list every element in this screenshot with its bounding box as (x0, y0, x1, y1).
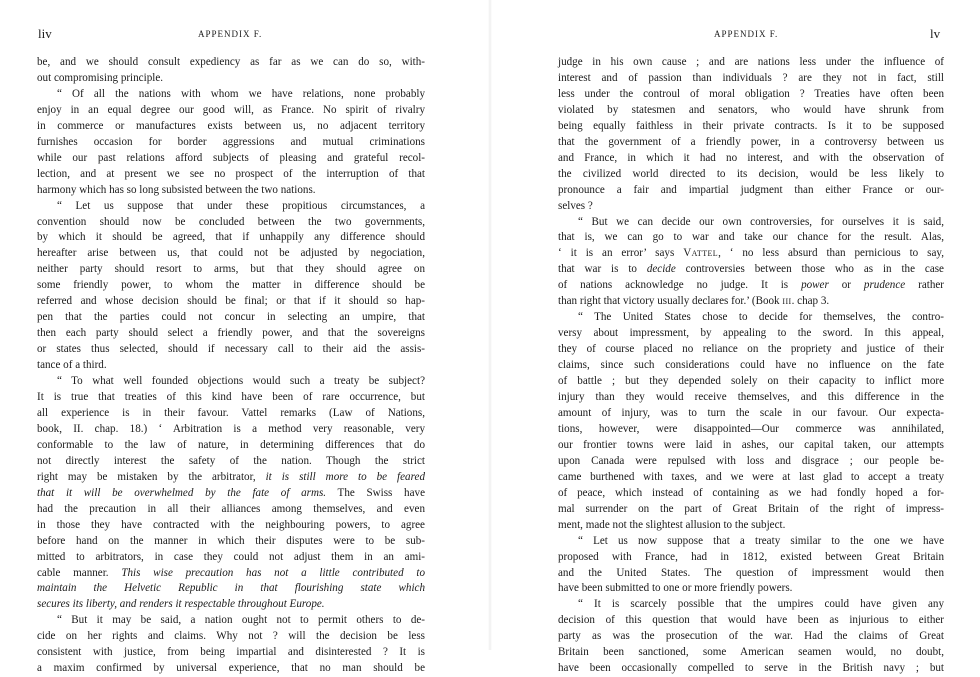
body-text (37, 55, 425, 677)
text-run: had the precaution in all their alliances among themselves, and even (37, 502, 425, 515)
text-run: right may be mistaken by the arbitrator, (37, 470, 266, 483)
text-run: consistent with justice, from being impartial and disinterested ? It is (37, 646, 425, 659)
text-line (558, 215, 944, 231)
italic-run: secures its liberty, and renders it respectable throughout Europe. (37, 598, 325, 611)
text-line (37, 486, 425, 502)
text-run: or (828, 279, 864, 292)
text-line (558, 135, 944, 151)
text-run: Britain been sanctioned, some American seamen would, no doubt, (558, 646, 944, 659)
text-line (37, 422, 425, 438)
text-line (37, 119, 425, 135)
text-run: “ To what well founded objections would such a treaty be subject? (57, 375, 425, 388)
text-line (558, 294, 944, 310)
text-run: controversies between those who as in the case (675, 263, 944, 276)
text-run: pen that the parties could not concur in selecting an umpire, that (37, 311, 425, 324)
text-run: ‘ it is an error’ says (558, 247, 684, 260)
text-line (37, 246, 425, 262)
text-run: cide on her rights and claims. Why not ? will the decision be less (37, 630, 425, 643)
text-run: “ Let us now suppose that a treaty similar to the one we have (578, 534, 944, 547)
text-line (37, 518, 425, 534)
text-run: our frontier towns were laid in ashes, our capital taken, our attempts (558, 438, 944, 451)
text-line (558, 629, 944, 645)
text-run: hereafter arise between us, that could not be adjusted by negociation, (37, 247, 425, 260)
text-run: “ The United States chose to decide for themselves, the contro- (578, 311, 944, 324)
text-run: “ Let us suppose that under these propitious circumstances, a (57, 199, 425, 212)
text-run: . chap 3. (791, 295, 830, 308)
text-line (558, 550, 944, 566)
text-line (37, 342, 425, 358)
text-line (558, 310, 944, 326)
page-number: liv (38, 26, 52, 41)
text-run: proposed with France, had in 1812, existed between Great Britain (558, 550, 944, 563)
text-run: versy about impressment, by appealing to the sword. In this appeal, (558, 327, 944, 340)
italic-run: that it will be overwhelmed by the fate of arms. (37, 486, 327, 499)
text-run: being equally faithless in their private contracts. Is it to be supposed (558, 119, 944, 132)
text-run: that the government of a friendly power, in a controversy between us (558, 135, 944, 148)
text-line (37, 262, 425, 278)
text-line (558, 390, 944, 406)
text-run: interest and of passion than individuals ? are they not in fact, still (558, 71, 944, 84)
text-line (37, 470, 425, 486)
text-line (558, 374, 944, 390)
text-run: tions, however, were disappointed—Our commerce was annihilated, (558, 422, 944, 435)
text-run: “ But we can decide our own controversies, for ourselves it is said, (578, 215, 944, 228)
small-caps-run: iii (782, 295, 792, 308)
text-run: in those they have contracted with the neighbouring powers, to agree (37, 518, 425, 531)
text-line (37, 661, 425, 677)
text-run: in commerce or manufactures exists between us, no adjacent territory (37, 119, 425, 132)
text-line (558, 358, 944, 374)
text-run: have been occasionally compelled to serve in the British navy ; but (558, 662, 944, 675)
text-run: less under the controul of moral obligation ? Treaties have often been (558, 87, 944, 100)
text-line (37, 151, 425, 167)
italic-run: it is still more to be feared (265, 470, 425, 483)
text-run: by which it should be agreed, that if unhappily any difference should (37, 231, 425, 244)
text-line (558, 199, 944, 215)
text-run: the civilized world directed to its decision, would be less likely to (558, 167, 944, 180)
body-text (558, 55, 944, 677)
text-run: ment, made not the slightest allusion to the subject. (558, 518, 786, 531)
text-run: referred and whose decision should be final; or that if it should so hap- (37, 295, 425, 308)
text-line (37, 566, 425, 582)
small-caps-run: Vattel (683, 247, 719, 260)
text-run: rather (905, 279, 945, 292)
text-line (558, 167, 944, 183)
text-line (37, 167, 425, 183)
italic-run: This wise precaution has not a little contributed to (121, 566, 425, 579)
right-page (500, 0, 980, 675)
text-run: judge in his own cause ; and are nations less under the influence of (558, 56, 944, 68)
text-run: tance of a third. (37, 359, 107, 372)
running-head: APPENDIX F. (714, 29, 779, 39)
text-line (37, 135, 425, 151)
text-line (558, 103, 944, 119)
text-run: The Swiss have (326, 486, 425, 499)
text-line (558, 71, 944, 87)
text-line (558, 262, 944, 278)
running-head: APPENDIX F. (198, 29, 263, 39)
text-line (558, 486, 944, 502)
text-run: upon Canada were repulsed with loss and disgrace ; our people be- (558, 454, 944, 467)
text-line (558, 119, 944, 135)
text-line (37, 406, 425, 422)
text-run: and the United States. The question of impressment would then (558, 566, 944, 579)
text-run: conformable to the law of nature, in determining differences that do (37, 438, 425, 451)
text-line (558, 613, 944, 629)
text-line (558, 454, 944, 470)
text-line (558, 422, 944, 438)
text-line (37, 597, 425, 613)
text-run: mal surrender on the part of Great Britain of the right of impress- (558, 502, 944, 515)
text-line (558, 502, 944, 518)
text-run: out compromising principle. (37, 71, 164, 84)
text-line (37, 294, 425, 310)
text-line (37, 613, 425, 629)
text-run: amount of injury, was to turn the scale in our favour. Our expecta- (558, 406, 944, 419)
italic-run: power (801, 279, 829, 292)
text-run: some friendly power, to whom the matter in difference should be (37, 279, 425, 292)
text-line (37, 502, 425, 518)
text-run: before hand on the manner in which their disputes were to be sub- (37, 534, 425, 547)
text-run: mitted to arbitrators, in case they could not adjust them in an ami- (37, 550, 425, 563)
text-run: then each party should select a friendly power, and that the sovereigns (37, 327, 425, 340)
text-line (558, 246, 944, 262)
text-line (37, 215, 425, 231)
text-run: that war is to (558, 263, 647, 276)
text-run: injury than they would receive themselves, and this difference in the (558, 391, 944, 404)
text-line (558, 518, 944, 534)
book-gutter (488, 0, 492, 650)
text-run: and France, in which it had no interest, and with the observation of (558, 151, 944, 164)
text-line (558, 438, 944, 454)
text-line (558, 55, 944, 71)
text-run: cable manner. (37, 566, 122, 579)
text-line (37, 438, 425, 454)
text-run: enjoy in an equal degree our good will, as France. No spirit of rivalry (37, 103, 425, 116)
text-line (558, 87, 944, 103)
italic-run: prudence (863, 279, 906, 292)
text-run: be, and we should consult expediency as far as we can do so, with- (37, 56, 425, 68)
text-run: than right that victory usually declares for.’ (Book (558, 295, 783, 308)
text-run: neither party should resort to arms, but that they should agree on (37, 263, 425, 276)
text-run: , ‘ no less absurd than pernicious to say, (718, 247, 944, 260)
text-run: selves ? (558, 199, 593, 212)
text-line (558, 661, 944, 677)
text-run: they of course placed no reliance on the propriety and justice of their (558, 343, 944, 356)
text-line (558, 183, 944, 199)
text-run: a maxim confirmed by universal experience, that no man should be (37, 662, 425, 675)
text-run: all experience is in their favour. Vattel remarks (Law of Nations, (37, 406, 425, 419)
text-run: that is, we can go to war and take our chance for the result. Alas, (558, 231, 944, 244)
text-line (558, 230, 944, 246)
left-page (0, 0, 480, 675)
text-line (37, 390, 425, 406)
text-line (558, 470, 944, 486)
text-run: harmony which has so long subsisted between the two nations. (37, 183, 316, 196)
text-line (37, 550, 425, 566)
text-run: furnishes occasion for border aggressions and mutual criminations (37, 135, 425, 148)
text-line (37, 87, 425, 103)
text-run: of battle ; but they depended solely on their capacity to inflict more (558, 375, 944, 388)
text-run: decision of this question that would have been as injurious to either (558, 614, 944, 627)
page-number: lv (930, 26, 941, 41)
text-run: book, II. chap. 18.) ‘ Arbitration is a method very reasonable, very (37, 422, 425, 435)
text-run: pronounce a fair and impartial judgment than either France or our- (558, 183, 944, 196)
text-run: claims, since such considerations could have no influence on the fate (558, 359, 944, 372)
text-line (37, 629, 425, 645)
text-run: not directly interest the safety of the nation. Though the strict (37, 454, 425, 467)
text-line (558, 406, 944, 422)
text-run: “ But it may be said, a nation ought not to permit others to de- (57, 614, 425, 627)
text-line (37, 645, 425, 661)
text-line (558, 278, 944, 294)
text-line (558, 581, 944, 597)
text-run: have been submitted to one or more friendly powers. (558, 582, 793, 595)
text-run: It is true that treaties of this kind have been of rare occurrence, but (37, 391, 425, 404)
text-line (37, 326, 425, 342)
text-line (37, 358, 425, 374)
text-line (558, 566, 944, 582)
text-line (37, 454, 425, 470)
text-run: party as was the prosecution of the war. Had the claims of Great (558, 630, 944, 643)
text-line (37, 183, 425, 199)
text-line (37, 103, 425, 119)
text-line (37, 199, 425, 215)
text-line (558, 326, 944, 342)
text-line (37, 278, 425, 294)
text-run: while our past relations afford subjects of pleasing and grateful recol- (37, 151, 425, 164)
text-run: came burthened with taxes, and we were at last glad to accept a treaty (558, 470, 944, 483)
text-line (37, 230, 425, 246)
text-run: lection, and at present we see no prospect of the interruption of that (37, 167, 425, 180)
text-line (558, 151, 944, 167)
text-run: “ Of all the nations with whom we have relations, none probably (57, 87, 425, 100)
text-line (558, 534, 944, 550)
italic-run: maintain the Helvetic Republic in that flourishing state which (37, 582, 425, 595)
text-run: violated by statesmen and senators, who would have shrunk from (558, 103, 944, 116)
text-run: “ It is scarcely possible that the umpires could have given any (578, 598, 944, 611)
text-line (558, 597, 944, 613)
text-line (37, 310, 425, 326)
text-run: or states thus selected, should if necessary call to their aid the assis- (37, 343, 425, 356)
text-line (37, 374, 425, 390)
text-line (37, 55, 425, 71)
text-run: convention should now be concluded between the two governments, (37, 215, 425, 228)
text-line (37, 71, 425, 87)
text-line (558, 342, 944, 358)
italic-run: decide (646, 263, 676, 276)
text-line (558, 645, 944, 661)
text-line (37, 581, 425, 597)
text-run: of peace, which instead of containing as we had fondly hoped a for- (558, 486, 944, 499)
text-line (37, 534, 425, 550)
text-run: of nations acknowledge no judge. It is (558, 279, 802, 292)
